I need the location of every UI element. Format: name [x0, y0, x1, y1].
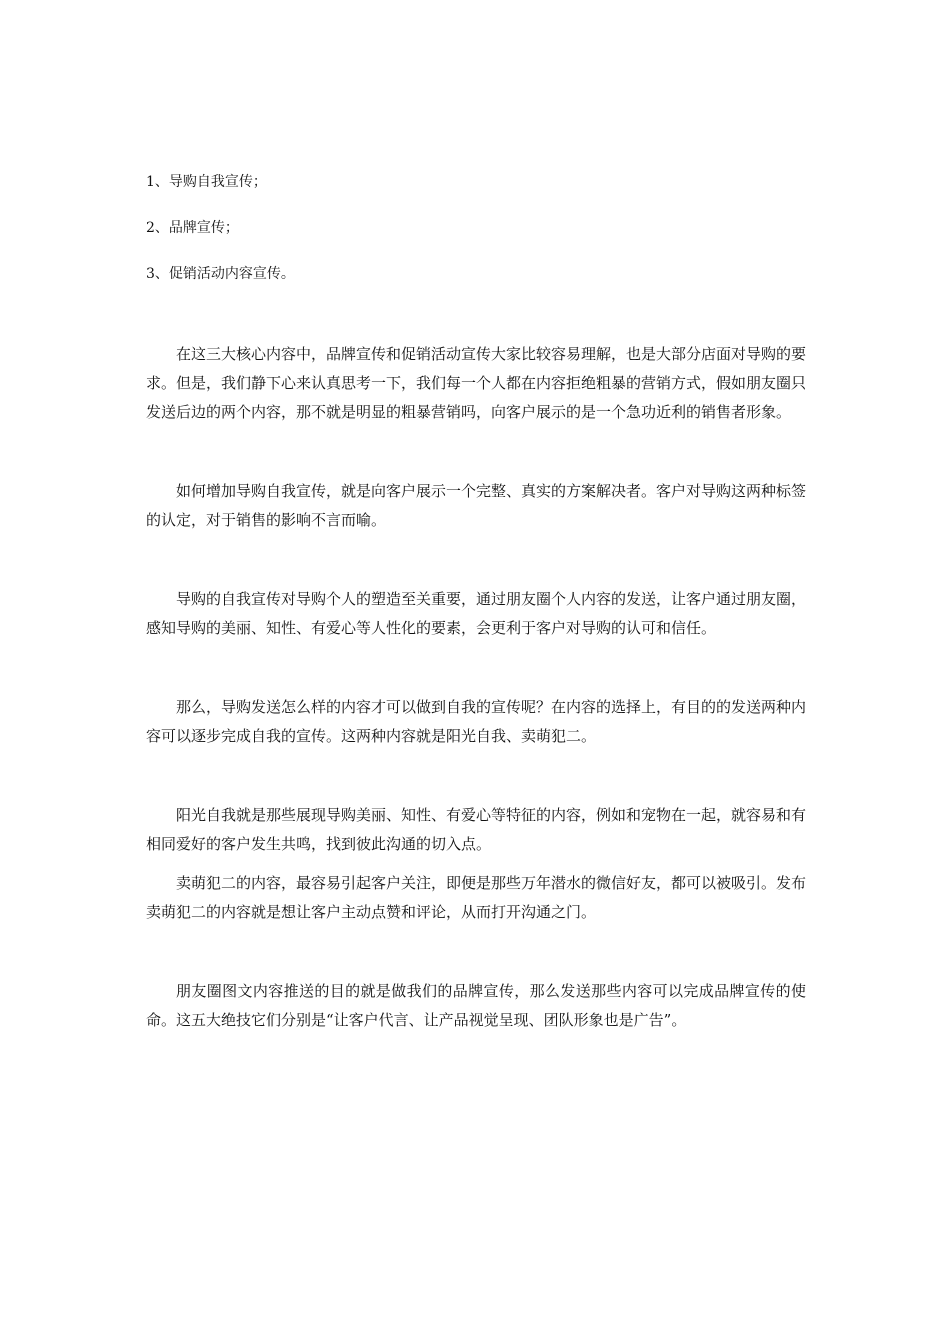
- list-item-3: 3、促销活动内容宣传。: [146, 266, 295, 282]
- list-item-2: 2、品牌宣传；: [146, 220, 239, 236]
- list-item-1: 1、导购自我宣传；: [146, 174, 267, 190]
- spacer: [146, 427, 806, 477]
- paragraph-1: 在这三大核心内容中，品牌宣传和促销活动宣传大家比较容易理解，也是大部分店面对导购的要求。但是，我们静下心来认真思考一下，我们每一个人都在内容拒绝粗暴的营销方式，假如朋友圈只发送后边的两个内容，那不就是明显的粗暴营销吗，向客户展示的是一个急功近利的销售者形象。: [146, 345, 807, 421]
- paragraph-5: 阳光自我就是那些展现导购美丽、知性、有爱心等特征的内容，例如和宠物在一起，就容易和有相同爱好的客户发生共鸣，找到彼此沟通的切入点。: [146, 806, 807, 853]
- spacer: [146, 927, 806, 977]
- spacer: [146, 751, 806, 801]
- document-body: [146, 168, 806, 1035]
- paragraph-4: 那么，导购发送怎么样的内容才可以做到自我的宣传呢？在内容的选择上，有目的的发送两种内容可以逐步完成自我的宣传。这两种内容就是阳光自我、卖萌犯二。: [146, 698, 807, 745]
- paragraph-7: 朋友圈图文内容推送的目的就是做我们的品牌宣传，那么发送那些内容可以完成品牌宣传的使命。这五大绝技它们分别是“让客户代言、让产品视觉呈现、团队形象也是广告”。: [146, 982, 806, 1029]
- spacer: [146, 535, 806, 585]
- spacer: [146, 859, 806, 869]
- paragraph-3: 导购的自我宣传对导购个人的塑造至关重要，通过朋友圈个人内容的发送，让客户通过朋友圈，感知导购的美丽、知性、有爱心等人性化的要素，会更利于客户对导购的认可和信任。: [146, 590, 807, 637]
- paragraph-2: 如何增加导购自我宣传，就是向客户展示一个完整、真实的方案解决者。客户对导购这两种标签的认定，对于销售的影响不言而喻。: [146, 482, 807, 529]
- spacer: [146, 643, 806, 693]
- paragraph-6: 卖萌犯二的内容，最容易引起客户关注，即便是那些万年潜水的微信好友，都可以被吸引。发布卖萌犯二的内容就是想让客户主动点赞和评论，从而打开沟通之门。: [146, 874, 807, 921]
